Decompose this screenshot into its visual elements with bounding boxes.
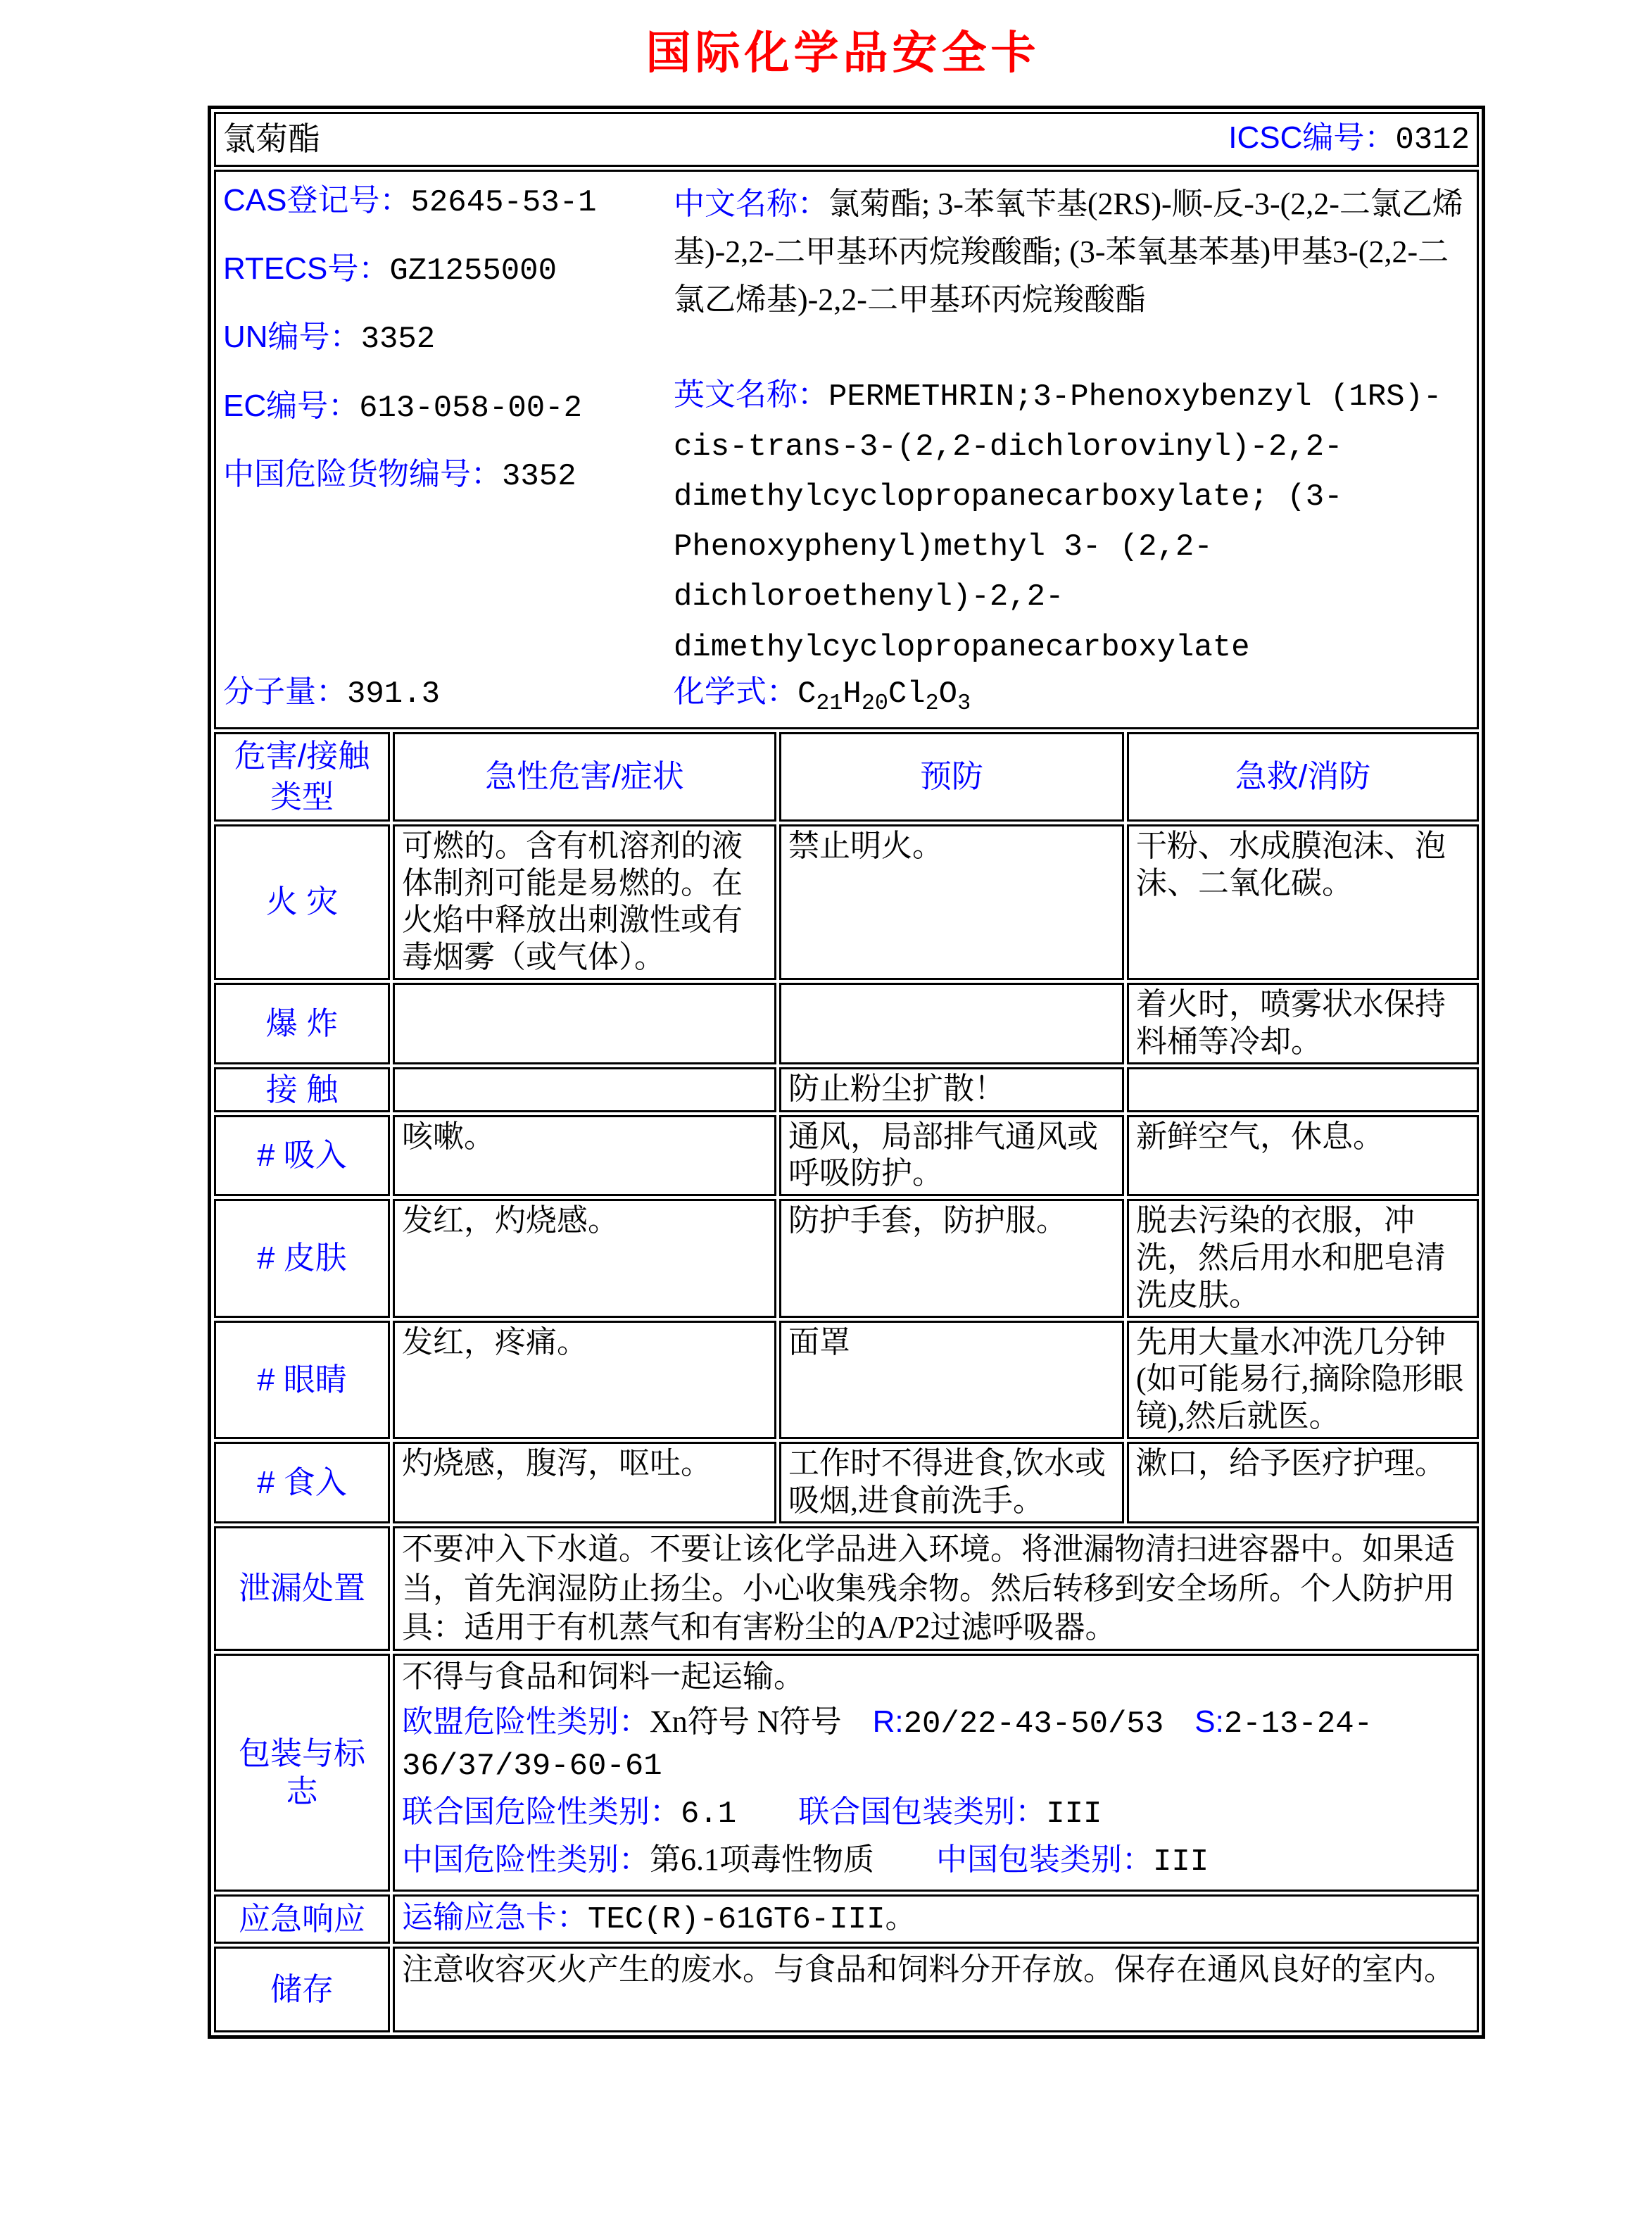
hazard-row-skin <box>214 1199 1479 1317</box>
card-header-row <box>214 112 1479 167</box>
fire-prevention: 禁止明火。 <box>779 824 1124 980</box>
packaging-eu-classification: 欧盟危险性类别：Xn符号 N符号 R:20/22-43-50/53 S:2-13-24-36/37/39-60-61 <box>402 1704 1373 1784</box>
packaging-un-classification: 联合国危险性类别：6.1 联合国包装类别：III <box>402 1794 1102 1832</box>
inhalation-prevention: 通风，局部排气通风或呼吸防护。 <box>779 1115 1124 1197</box>
hazard-row-eyes <box>214 1321 1479 1439</box>
section-row-emergency <box>214 1894 1479 1944</box>
section-row-spill <box>214 1526 1479 1652</box>
ingestion-symptoms: 灼烧感，腹泻，呕吐。 <box>393 1442 776 1523</box>
storage-label: 储存 <box>214 1947 390 2032</box>
hazard-type-exposure: 接 触 <box>214 1067 390 1112</box>
hazard-header-symptoms: 急性危害/症状 <box>393 732 776 822</box>
hazard-type-skin: # 皮肤 <box>214 1199 390 1317</box>
spill-content <box>393 1526 1479 1652</box>
ingestion-firstaid: 漱口，给予医疗护理。 <box>1127 1442 1479 1523</box>
hazard-row-fire <box>214 824 1479 980</box>
page-title: 国际化学品安全卡 <box>645 27 1040 78</box>
packaging-transport-note: 不得与食品和饲料一起运输。 <box>402 1659 805 1695</box>
fire-symptoms: 可燃的。含有机溶剂的液体制剂可能是易燃的。在火焰中释放出刺激性或有毒烟雾（或气体）。 <box>393 824 776 980</box>
ec-number: EC编号：613-058-00-2 <box>223 388 582 426</box>
section-row-storage <box>214 1947 1479 2032</box>
explosion-symptoms <box>393 983 776 1064</box>
hazard-type-explosion: 爆 炸 <box>214 983 390 1064</box>
hazard-header-firstaid: 急救/消防 <box>1127 732 1479 822</box>
spill-label: 泄漏处置 <box>214 1526 390 1652</box>
icsc-number: ICSC编号：0312 <box>1228 120 1470 158</box>
packaging-content <box>393 1654 1479 1891</box>
molecular-weight: 分子量：391.3 <box>223 674 441 712</box>
card-header-cell <box>214 112 1479 167</box>
ingestion-prevention: 工作时不得进食,饮水或吸烟,进食前洗手。 <box>779 1442 1124 1523</box>
hazard-type-inhalation: # 吸入 <box>214 1115 390 1197</box>
identification-row <box>214 170 1479 729</box>
exposure-symptoms <box>393 1067 776 1112</box>
emergency-label: 应急响应 <box>214 1894 390 1944</box>
explosion-prevention <box>779 983 1124 1064</box>
packaging-china-classification: 中国危险性类别：第6.1项毒性物质 中国包装类别：III <box>402 1842 1209 1880</box>
hazard-header-prevention: 预防 <box>779 732 1124 822</box>
identification-registry-column <box>223 180 674 719</box>
substance-name: 氯菊酯 <box>223 121 320 158</box>
eyes-firstaid: 先用大量水冲洗几分钟(如可能易行,摘除隐形眼镜),然后就医。 <box>1127 1321 1479 1439</box>
storage-text: 注意收容灭火产生的废水。与食品和饲料分开存放。保存在通风良好的室内。 <box>402 1951 1455 1987</box>
hazard-row-inhalation <box>214 1115 1479 1197</box>
cas-number: CAS登记号：52645-53-1 <box>223 183 597 220</box>
hazard-row-explosion <box>214 983 1479 1064</box>
storage-content <box>393 1947 1479 2032</box>
english-name: 英文名称：PERMETHRIN;3-Phenoxybenzyl (1RS)-cis-trans-3-(2,2-dichlorovinyl)-2,2-dimethylcyclopropanecarboxylate; (3-Phenoxyphenyl)methyl 3- (2,2-dichloroethenyl)-2,2-dimethylcyclopropanecarboxylate <box>674 377 1442 665</box>
hazard-type-ingestion: # 食入 <box>214 1442 390 1523</box>
hazard-header-row <box>214 732 1479 822</box>
inhalation-symptoms: 咳嗽。 <box>393 1115 776 1197</box>
packaging-label: 包装与标志 <box>214 1654 390 1891</box>
hazard-type-fire: 火 灾 <box>214 824 390 980</box>
section-row-packaging <box>214 1654 1479 1891</box>
identification-cell <box>214 170 1479 729</box>
fire-firstaid: 干粉、水成膜泡沫、泡沫、二氧化碳。 <box>1127 824 1479 980</box>
un-number: UN编号：3352 <box>223 320 436 358</box>
chinese-name: 中文名称：氯菊酯; 3-苯氧苄基(2RS)-顺-反-3-(2,2-二氯乙烯基)-2,2-二甲基环丙烷羧酸酯; (3-苯氧基苯基)甲基3-(2,2-二氯乙烯基)-2,2-二甲基环丙烷羧酸酯 <box>674 187 1463 318</box>
icsc-card-table <box>208 106 1485 2039</box>
eyes-symptoms: 发红，疼痛。 <box>393 1321 776 1439</box>
emergency-content <box>393 1894 1479 1944</box>
explosion-firstaid: 着火时，喷雾状水保持料桶等冷却。 <box>1127 983 1479 1064</box>
eyes-prevention: 面罩 <box>779 1321 1124 1439</box>
inhalation-firstaid: 新鲜空气，休息。 <box>1127 1115 1479 1197</box>
hazard-row-exposure <box>214 1067 1479 1112</box>
skin-symptoms: 发红，灼烧感。 <box>393 1199 776 1317</box>
spill-text: 不要冲入下水道。不要让该化学品进入环境。将泄漏物清扫进容器中。如果适当，首先润湿防止扬尘。小心收集残余物。然后转移到安全场所。个人防护用具：适用于有机蒸气和有害粉尘的A/P2过滤呼吸器。 <box>402 1531 1455 1645</box>
hazard-row-ingestion <box>214 1442 1479 1523</box>
skin-prevention: 防护手套，防护服。 <box>779 1199 1124 1317</box>
skin-firstaid: 脱去污染的衣服，冲洗，然后用水和肥皂清洗皮肤。 <box>1127 1199 1479 1317</box>
chemical-formula: 化学式：$C_{21}H_{20}Cl_2O_3$ <box>674 674 971 716</box>
exposure-prevention: 防止粉尘扩散！ <box>779 1067 1124 1112</box>
rtecs-number: RTECS号：GZ1255000 <box>223 251 557 289</box>
exposure-firstaid <box>1127 1067 1479 1112</box>
identification-names-column <box>674 180 1470 719</box>
emergency-transport-card: 运输应急卡：TEC(R)-61GT6-III。 <box>402 1899 916 1937</box>
hazard-header-type: 危害/接触类型 <box>214 732 390 822</box>
china-dangerous-goods-number: 中国危险货物编号：3352 <box>223 456 576 494</box>
hazard-type-eyes: # 眼睛 <box>214 1321 390 1439</box>
